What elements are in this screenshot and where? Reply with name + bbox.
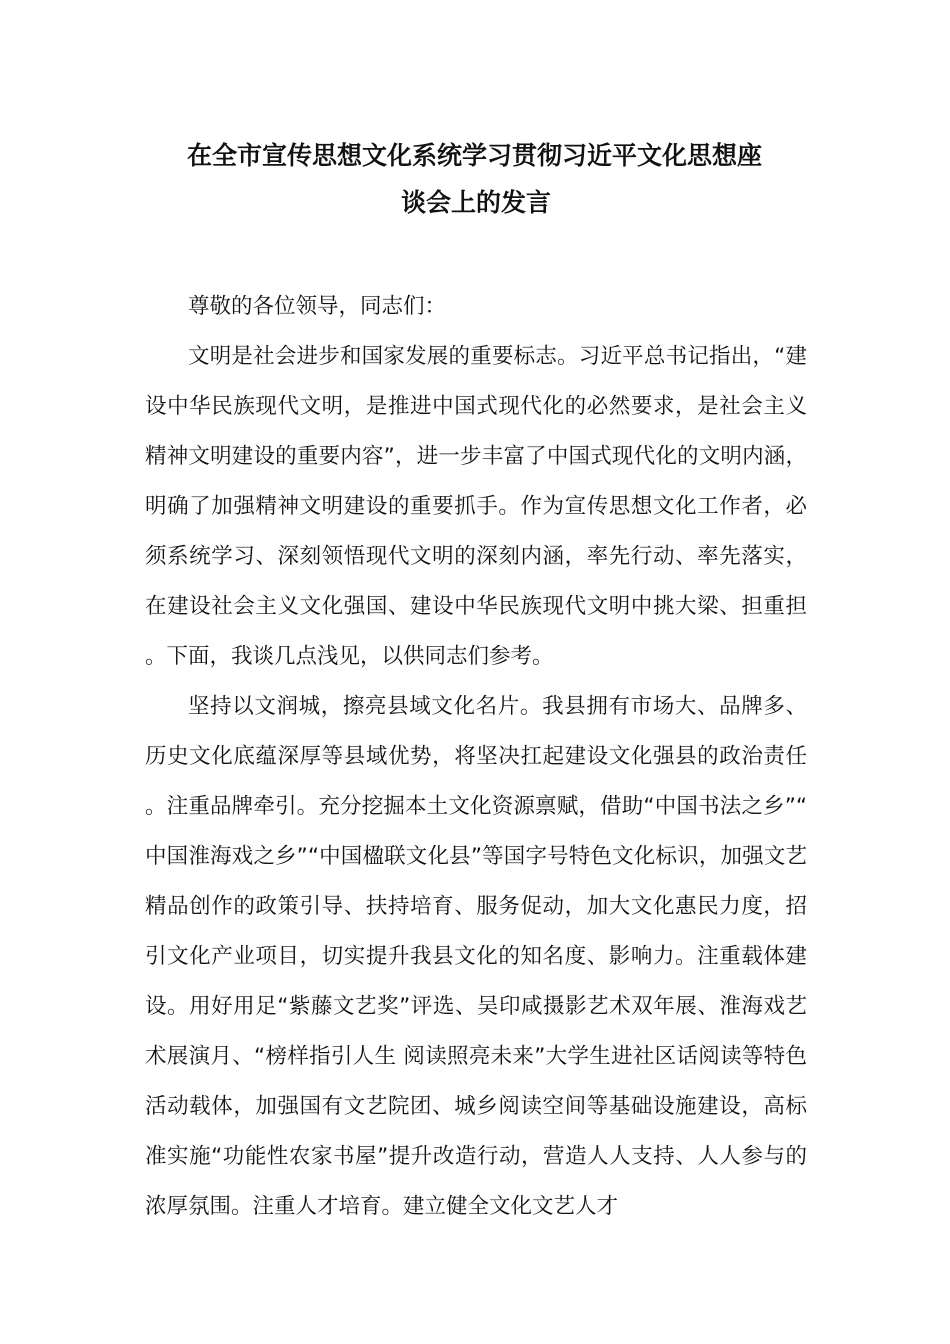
paragraph-2: 坚持以文润城，擦亮县域文化名片。我县拥有市场大、品牌多、历史文化底蕴深厚等县域优势，将坚决扛起建设文化强县的政治责任。注重品牌牵引。充分挖掘本土文化资源禀赋，借助“中国书法之乡”“中国淮海戏之乡”“中国楹联文化县”等国字号特色文化标识，加强文艺精品创作的政策引导、扶持培育、服务促动，加大文化惠民力度，招引文化产业项目，切实提升我县文化的知名度、影响力。注重载体建设。用好用足“紫藤文艺奖”评选、吴印咸摄影艺术双年展、淮海戏艺术展演月、“榜样指引人生 阅读照亮未来”大学生进社区话阅读等特色活动载体，加强国有文艺院团、城乡阅读空间等基础设施建设，高标准实施“功能性农家书屋”提升改造行动，营造人人支持、人人参与的浓厚氛围。注重人才培育。建立健全文化文艺人才 bbox=[145, 694, 807, 1219]
document-title bbox=[145, 132, 807, 226]
salutation: 尊敬的各位领导，同志们： bbox=[188, 294, 447, 319]
title-line-1: 在全市宣传思想文化系统学习贯彻习近平文化思想座 bbox=[187, 141, 763, 170]
title-line-2: 谈会上的发言 bbox=[400, 188, 551, 217]
document-body bbox=[145, 282, 807, 1232]
paragraph-1: 文明是社会进步和国家发展的重要标志。习近平总书记指出，“建设中华民族现代文明，是推进中国式现代化的必然要求，是社会主义精神文明建设的重要内容”，进一步丰富了中国式现代化的文明内涵，明确了加强精神文明建设的重要抓手。作为宣传思想文化工作者，必须系统学习、深刻领悟现代文明的深刻内涵，率先行动、率先落实，在建设社会主义文化强国、建设中华民族现代文明中挑大梁、担重担。下面，我谈几点浅见，以供同志们参考。 bbox=[145, 344, 807, 669]
